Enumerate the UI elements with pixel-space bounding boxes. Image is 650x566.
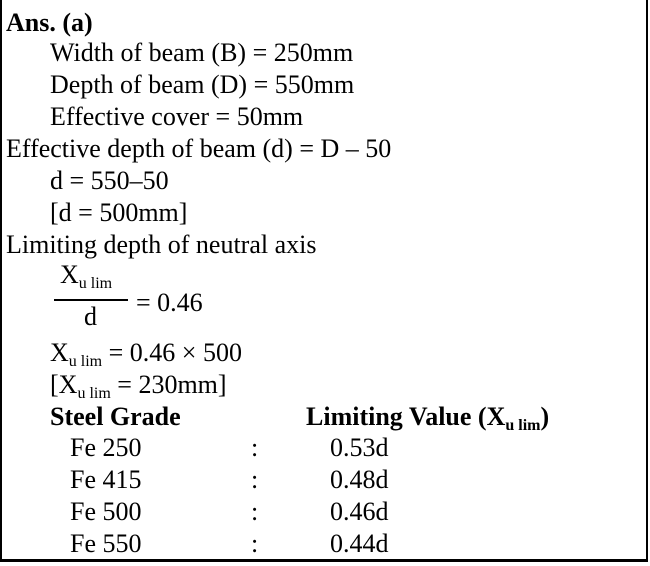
table-row-separator: :: [251, 433, 259, 462]
table-row-value: 0.53d: [330, 433, 389, 462]
table-row-grade: Fe 550: [70, 529, 142, 558]
fraction-rhs: = 0.46: [136, 288, 203, 317]
given-width: Width of beam (B) = 250mm: [50, 38, 354, 67]
xu-lim-result: $[X_{u lim} = 230mm]$: [50, 370, 227, 402]
table-row-separator: :: [251, 465, 259, 494]
table-header-grade: Steel Grade: [50, 402, 181, 431]
given-cover: Effective cover = 50mm: [50, 102, 304, 131]
xu-lim-fraction: [54, 262, 134, 337]
xu-lim-calc: $X_{u lim} = 0.46 \times 500$: [50, 338, 242, 370]
table-row-grade: Fe 500: [70, 497, 142, 526]
effective-depth-result: [d = 500mm]: [50, 198, 188, 227]
neutral-axis-heading: Limiting depth of neutral axis: [6, 230, 317, 259]
answer-label: Ans. (a): [6, 8, 93, 37]
table-row-grade: Fe 415: [70, 465, 142, 494]
effective-depth-heading: Effective depth of beam (d) = D – 50: [6, 134, 392, 163]
table-row-separator: :: [251, 529, 259, 558]
table-header-value: Limiting Value $(X_{u lim})$: [306, 402, 550, 434]
given-depth: Depth of beam (D) = 550mm: [50, 70, 355, 99]
table-row-value: 0.44d: [330, 529, 389, 558]
table-row-value: 0.48d: [330, 465, 389, 494]
fraction-numerator: $X_{u lim}$: [60, 260, 113, 292]
table-row-value: 0.46d: [330, 497, 389, 526]
table-row-separator: :: [251, 497, 259, 526]
table-row-grade: Fe 250: [70, 433, 142, 462]
fraction-bar: [54, 299, 128, 301]
fraction-denominator: d: [84, 302, 97, 331]
effective-depth-step: d = 550–50: [50, 166, 169, 195]
